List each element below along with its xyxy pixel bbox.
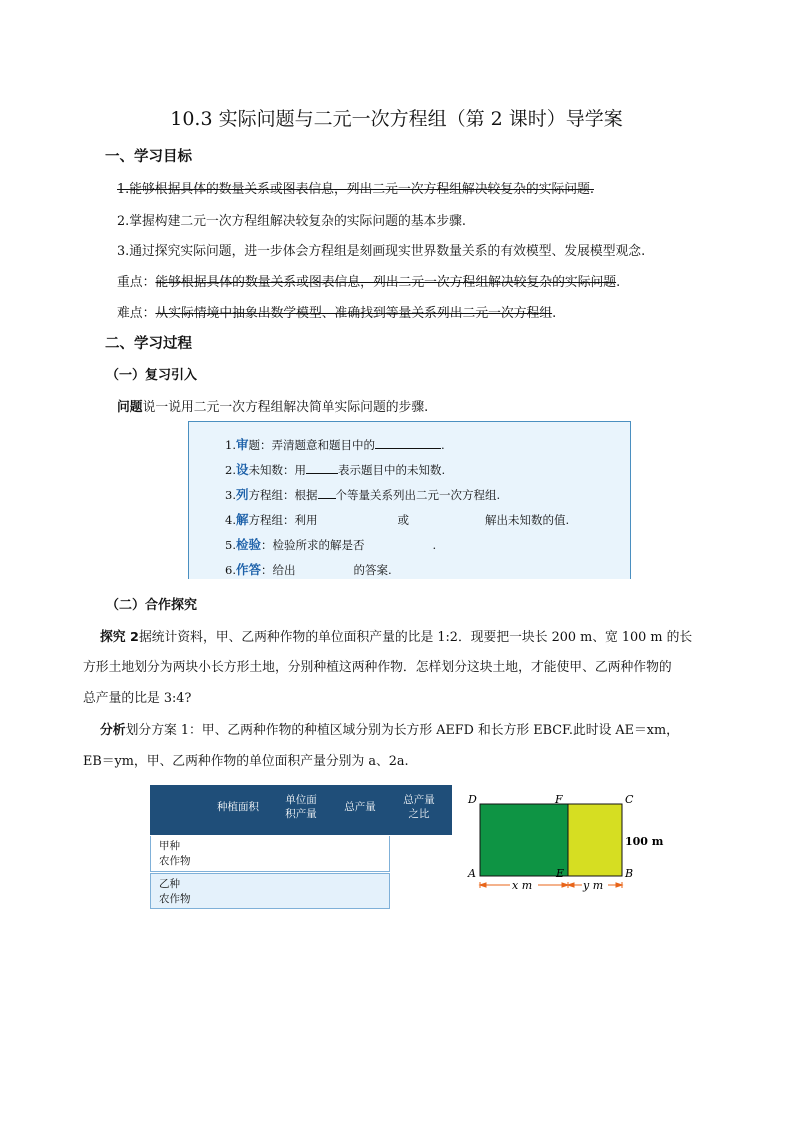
subsection-explore: （二）合作探究 [106, 598, 198, 613]
explore-text-1: 据统计资料，甲、乙两种作物的单位面积产量的比是 1:2．现要把一块长 200 m、宽 100 m 的长 [138, 630, 693, 645]
analysis-line-1 [100, 719, 679, 738]
step-number: 4. [225, 513, 236, 527]
table-row [150, 873, 390, 909]
step-keyword: 作答 [235, 562, 261, 577]
label-a: A [468, 867, 476, 880]
step-5 [225, 535, 436, 553]
fill-blank [375, 436, 441, 449]
key-point [117, 271, 620, 290]
row-label [159, 839, 191, 869]
step-text-end: 个等量关系列出二元一次方程组. [335, 488, 501, 502]
step-keyword: 列 [235, 487, 249, 502]
question [117, 396, 428, 415]
step-4 [225, 510, 569, 528]
key-point-label: 重点： [117, 275, 156, 290]
step-text-end: 的答案. [353, 563, 392, 577]
goal-3: 3.通过探究实际问题，进一步体会方程组是刻画现实世界数量关系的有效模型、发展模型观念. [117, 244, 646, 259]
region-ebcf [568, 804, 622, 876]
step-text-or: 或 [397, 513, 409, 527]
step-text: 方程组：利用 [248, 513, 318, 527]
page-title: 10.3 实际问题与二元一次方程组（第 2 课时）导学案 [170, 108, 623, 130]
analysis-lead: 分析 [100, 723, 126, 738]
key-point-text: 能够根据具体的数量关系或图表信息，列出二元一次方程组解决较复杂的实际问题 [155, 275, 617, 290]
step-text-end: . [432, 538, 437, 552]
step-keyword: 设 [235, 462, 249, 477]
difficult-point-end: . [552, 306, 557, 321]
step-text-end: . [441, 438, 445, 452]
x-length-label: x m [512, 879, 533, 892]
difficult-point-label: 难点： [117, 306, 156, 321]
difficult-point [117, 302, 556, 321]
key-point-end: . [616, 275, 621, 290]
region-aefd [480, 804, 568, 876]
label-b: B [625, 867, 634, 880]
fill-blank [306, 461, 338, 474]
section-heading-goals: 一、学习目标 [105, 149, 192, 165]
step-text: 题：弄清题意和题目中的 [248, 438, 375, 452]
label-d: D [468, 793, 477, 806]
height-label: 100 m [625, 835, 664, 848]
step-number: 3. [225, 488, 236, 502]
header-total [336, 800, 384, 814]
row-label [159, 877, 191, 907]
difficult-point-text: 从实际情境中抽象出数学模型、准确找到等量关系列出二元一次方程组 [155, 306, 553, 321]
goal-1: 1.能够根据具体的数量关系或图表信息，列出二元一次方程组解决较复杂的实际问题. [117, 182, 594, 197]
header-area [208, 800, 268, 814]
header-ratio-line2: 之比 [408, 808, 430, 820]
row-label-line2: 农作物 [159, 893, 191, 905]
step-keyword: 解 [235, 512, 249, 527]
row-label-line1: 乙种 [159, 878, 180, 890]
step-text: ：给出 [261, 563, 296, 577]
analysis-line-2: EB＝ym，甲、乙两种作物的单位面积产量分别为 a、2a. [83, 754, 409, 769]
question-text: 说一说用二元一次方程组解决简单实际问题的步骤. [142, 400, 429, 415]
step-text-end: 表示题目中的未知数. [338, 463, 446, 477]
land-diagram [462, 788, 682, 903]
header-unit-yield [276, 793, 326, 821]
section-heading-process: 二、学习过程 [105, 336, 192, 352]
step-text: 方程组：根据 [248, 488, 318, 502]
explore-line-2: 方形土地划分为两块小长方形土地，分别种植这两种作物．怎样划分这块土地，才能使甲、乙两种作物的 [83, 660, 672, 675]
step-number: 1. [225, 438, 236, 452]
step-keyword: 审 [235, 437, 249, 452]
label-c: C [625, 793, 634, 806]
step-number: 5. [225, 538, 236, 552]
fill-blank [318, 486, 336, 499]
step-6 [225, 560, 392, 578]
step-3 [225, 485, 500, 503]
header-ratio-line1: 总产量 [403, 794, 435, 806]
label-e: E [556, 867, 565, 880]
step-number: 2. [225, 463, 236, 477]
step-text: 未知数：用 [248, 463, 306, 477]
step-text-end: 解出未知数的值. [485, 513, 570, 527]
row-label-line2: 农作物 [159, 855, 191, 867]
header-unit-yield-line1: 单位面 [285, 794, 317, 806]
step-number: 6. [225, 563, 236, 577]
table-row [150, 836, 390, 872]
header-area-text: 种植面积 [217, 801, 259, 813]
header-unit-yield-line2: 积产量 [285, 808, 317, 820]
explore-line-3: 总产量的比是 3:4? [83, 691, 192, 706]
explore-lead: 探究 2 [100, 630, 139, 645]
step-1 [225, 435, 445, 453]
steps-box [188, 421, 631, 579]
table-header [150, 785, 452, 835]
header-total-text: 总产量 [344, 801, 376, 813]
step-2 [225, 460, 445, 478]
header-ratio [394, 793, 444, 821]
subsection-review: （一）复习引入 [106, 368, 198, 383]
step-text: ：检验所求的解是否 [261, 538, 365, 552]
goal-2: 2.掌握构建二元一次方程组解决较复杂的实际问题的基本步骤. [117, 214, 466, 229]
analysis-text-1: 划分方案 1：甲、乙两种作物的种植区域分别为长方形 AEFD 和长方形 EBCF.此时设 AE＝xm， [125, 723, 679, 738]
y-length-label: y m [583, 879, 604, 892]
step-keyword: 检验 [235, 537, 261, 552]
label-f: F [555, 793, 563, 806]
question-lead: 问题 [117, 400, 143, 415]
explore-line-1 [100, 626, 692, 645]
row-label-line1: 甲种 [159, 840, 180, 852]
